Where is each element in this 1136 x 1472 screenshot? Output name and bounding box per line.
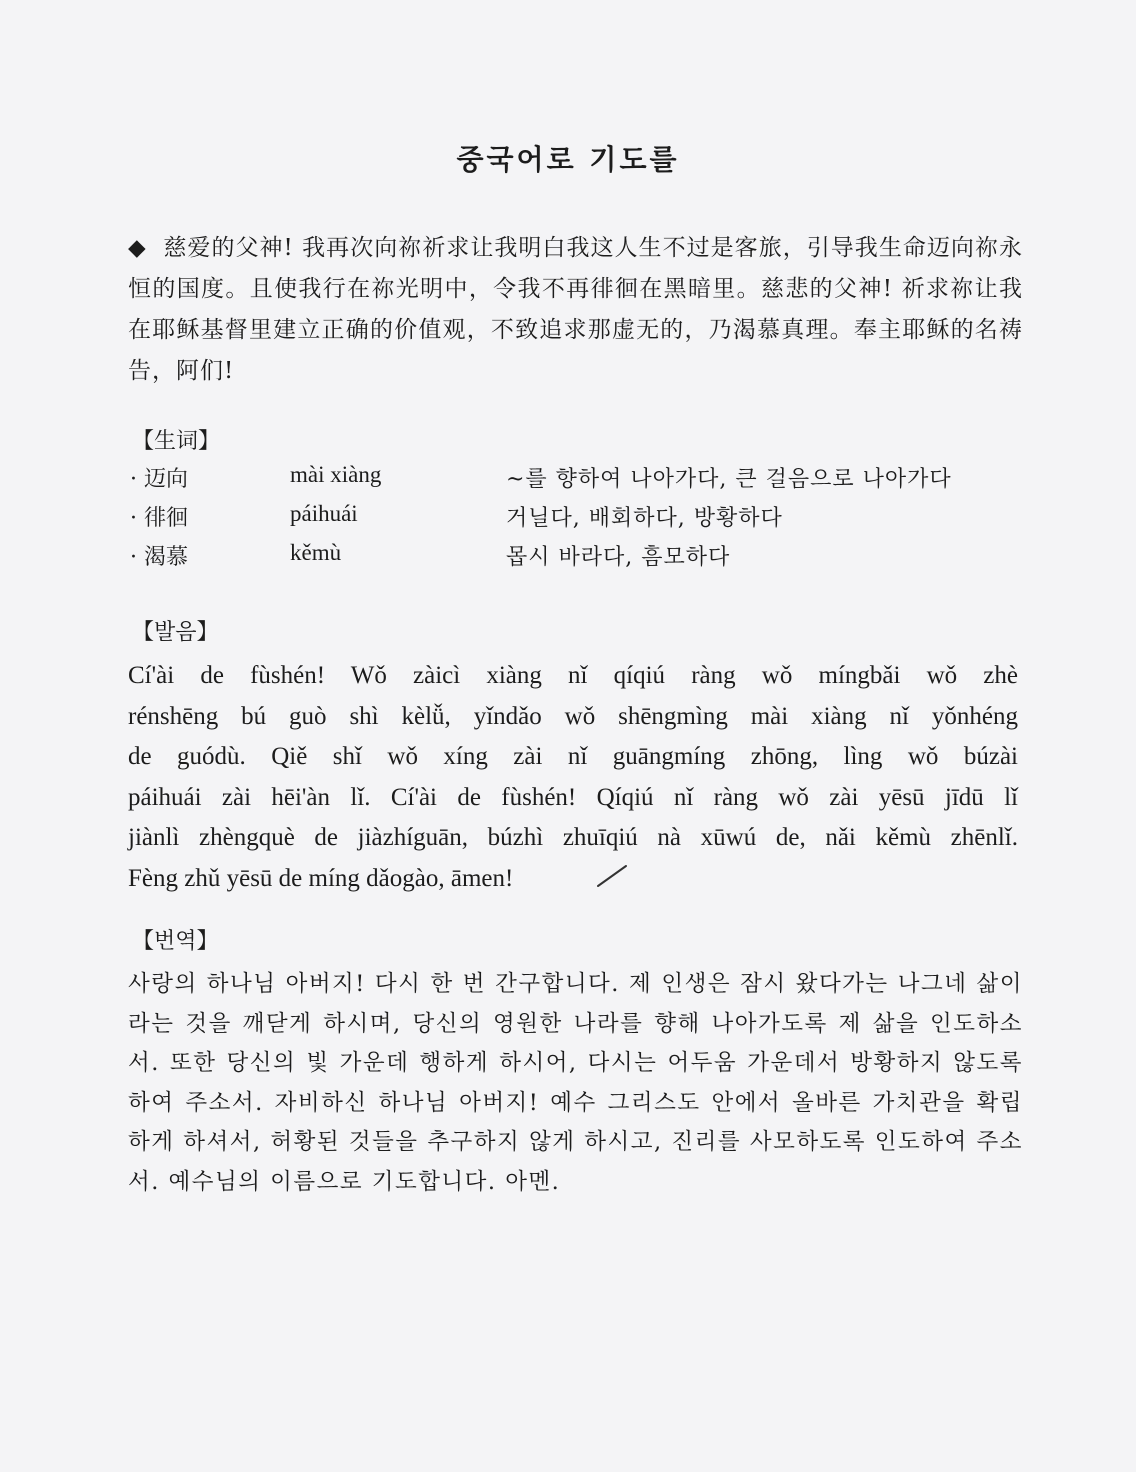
vocabulary-pinyin: páihuái bbox=[290, 501, 358, 526]
pronunciation-paragraph bbox=[128, 656, 1018, 899]
slash-mark-icon bbox=[592, 862, 632, 890]
translation-heading: 【번역】 bbox=[132, 929, 219, 954]
vocabulary-pinyin: kěmù bbox=[290, 540, 342, 565]
vocabulary-item bbox=[128, 501, 1028, 540]
vocabulary-word: · 迈向 bbox=[130, 467, 189, 492]
pronunciation-line: Fèng zhǔ yēsū de míng dǎogào, āmen! bbox=[128, 864, 514, 892]
list-bullet-icon: · bbox=[130, 506, 137, 531]
pronunciation-line: Cí'ài de fùshén! Wǒ zàicì xiàng nǐ qíqiú ràng wǒ míngbǎi wǒ zhè bbox=[128, 662, 1018, 689]
list-bullet-icon: · bbox=[130, 467, 137, 492]
vocabulary-pinyin: mài xiàng bbox=[290, 462, 382, 487]
pen-stroke-mark bbox=[592, 862, 632, 890]
vocabulary-word: · 渴慕 bbox=[130, 545, 189, 570]
diamond-bullet-icon: ◆ bbox=[128, 235, 147, 261]
vocabulary-meaning: ~를 향하여 나아가다, 큰 걸음으로 나아가다 bbox=[506, 467, 952, 492]
vocabulary-item bbox=[128, 462, 1028, 501]
translation-paragraph: 사랑의 하나님 아버지! 다시 한 번 간구합니다. 제 인생은 잠시 왔다가는 나그네 삶이라는 것을 깨닫게 하시며, 당신의 영원한 나라를 향해 나아가도록 제 삶을 인도하소서. 또한 당신의 빛 가운데 행하게 하시어, 다시는 어두움 가운데서 방황하지 않도록 하여 주소서. 자비하신 하나님 아버지! 예수 그리스도 안에서 올바른 가치관을 확립하게 하셔서, 허황된 것들을 추구하지 않게 하시고, 진리를 사모하도록 인도하여 주소서. 예수님의 이름으로 기도합니다. 아멘. bbox=[128, 971, 1023, 1195]
vocabulary-item bbox=[128, 540, 1028, 579]
pronunciation-line: jiànlì zhèngquè de jiàzhíguān, búzhì zhuīqiú nà xūwú de, nǎi kěmù zhēnlǐ. bbox=[128, 824, 1018, 851]
prayer-paragraph bbox=[128, 228, 1023, 392]
vocabulary-list bbox=[128, 462, 1028, 579]
vocabulary-word: · 徘徊 bbox=[130, 506, 189, 531]
list-bullet-icon: · bbox=[130, 545, 137, 570]
pronunciation-line: rénshēng bú guò shì kèlǚ, yǐndǎo wǒ shēngmìng mài xiàng nǐ yǒnhéng bbox=[128, 702, 1018, 730]
vocabulary-meaning: 거닐다, 배회하다, 방황하다 bbox=[506, 506, 783, 531]
vocabulary-heading: 【生词】 bbox=[132, 429, 221, 454]
pronunciation-line: de guódù. Qiě shǐ wǒ xíng zài nǐ guāngmíng zhōng, lìng wǒ búzài bbox=[128, 743, 1018, 770]
pronunciation-line: páihuái zài hēi'àn lǐ. Cí'ài de fùshén! Qíqiú nǐ ràng wǒ zài yēsū jīdū lǐ bbox=[128, 783, 1018, 811]
vocabulary-meaning: 몹시 바라다, 흠모하다 bbox=[506, 545, 731, 570]
pronunciation-heading: 【발음】 bbox=[132, 620, 219, 645]
prayer-text: 慈爱的父神! 我再次向祢祈求让我明白我这人生不过是客旅，引导我生命迈向祢永恒的国度。且使我行在祢光明中，令我不再徘徊在黑暗里。慈悲的父神! 祈求祢让我在耶稣基督里建立正确的价值观，不致追求那虚无的，乃渴慕真理。奉主耶稣的名祷告，阿们! bbox=[128, 235, 1023, 384]
page-title: 중국어로 기도를 bbox=[456, 143, 680, 176]
